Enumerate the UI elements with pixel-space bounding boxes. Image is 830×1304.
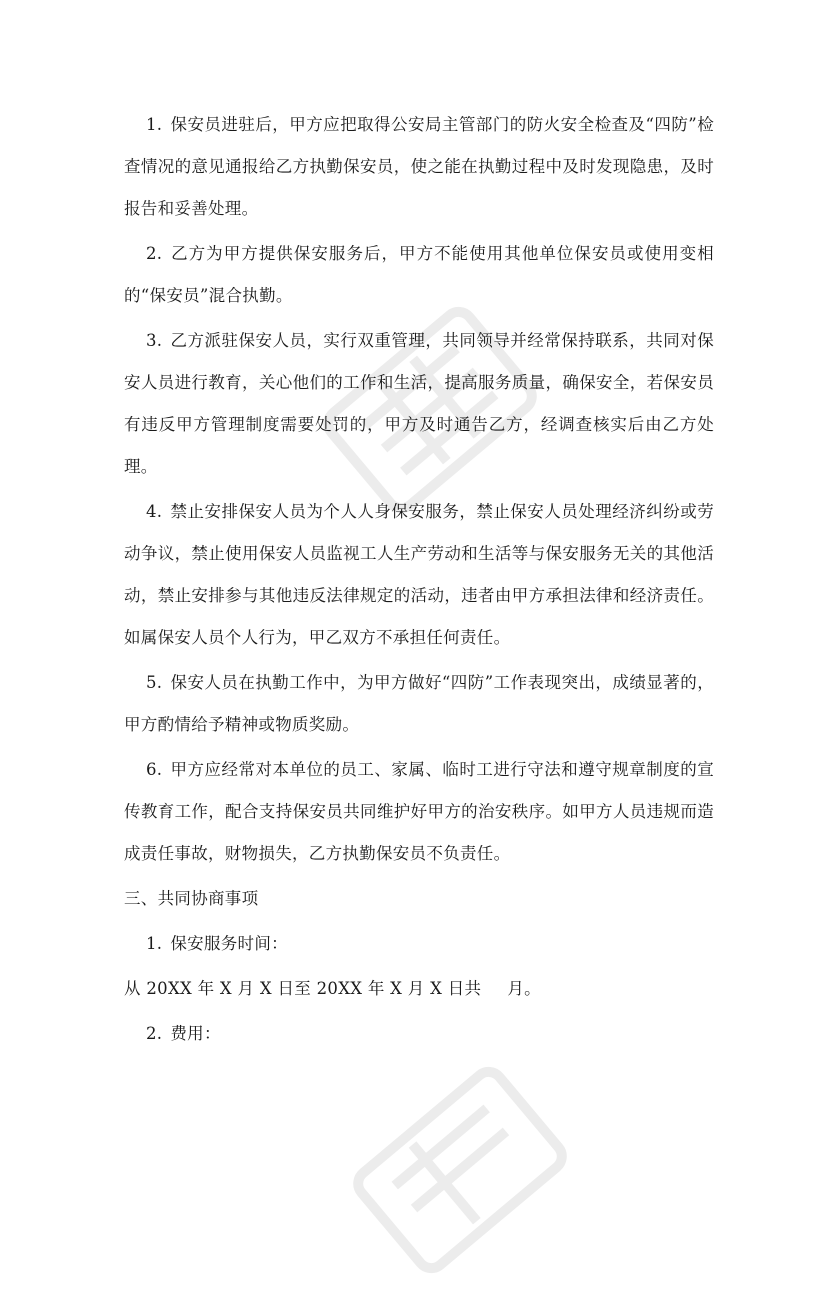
- paragraph-text: 乙方为甲方提供保安服务后，甲方不能使用其他单位保安员或使用变相的“保安员”混合执勤。: [124, 244, 714, 305]
- paragraph-text: 保安人员在执勤工作中，为甲方做好“四防”工作表现突出，成绩显著的，甲方酌情给予精神或物质奖励。: [124, 673, 714, 734]
- paragraph-number: 5.: [146, 673, 163, 692]
- item-number: 1.: [146, 934, 163, 953]
- service-period-prefix: 从 20XX 年 X 月 X 日至 20XX 年 X 月 X 日共: [124, 979, 482, 998]
- paragraph-number: 6.: [146, 760, 163, 779]
- paragraph-text: 甲方应经常对本单位的员工、家属、临时工进行守法和遵守规章制度的宣传教育工作，配合支持保安员共同维护好甲方的治安秩序。如甲方人员违规而造成责任事故，财物损失，乙方执勤保安员不负责任。: [124, 760, 714, 863]
- paragraph-text: 禁止安排保安人员为个人人身保安服务，禁止保安人员处理经济纠纷或劳动争议，禁止使用保安人员监视工人生产劳动和生活等与保安服务无关的其他活动，禁止安排参与其他违反法律规定的活动，违者由甲方承担法律和经济责任。如属保安人员个人行为，甲乙双方不承担任何责任。: [124, 502, 714, 647]
- paragraph-number: 1.: [146, 115, 163, 134]
- paragraph-6: [124, 749, 714, 875]
- item-fee: [124, 1013, 714, 1055]
- stamp-watermark-icon: [330, 1040, 590, 1300]
- paragraph-number: 3.: [146, 331, 163, 350]
- item-text: 费用：: [170, 1024, 221, 1043]
- item-text: 保安服务时间：: [170, 934, 288, 953]
- paragraph-number: 2.: [146, 244, 163, 263]
- service-period: [124, 968, 714, 1010]
- paragraph-text: 保安员进驻后，甲方应把取得公安局主管部门的防火安全检查及“四防”检查情况的意见通报给乙方执勤保安员，使之能在执勤过程中及时发现隐患，及时报告和妥善处理。: [124, 115, 714, 218]
- paragraph-4: [124, 491, 714, 659]
- paragraph-3: [124, 320, 714, 488]
- item-service-time: [124, 923, 714, 965]
- item-number: 2.: [146, 1024, 163, 1043]
- service-period-suffix: 月。: [507, 979, 541, 998]
- document-body: [124, 104, 714, 1058]
- section-heading: 三、共同协商事项: [124, 889, 259, 908]
- paragraph-2: [124, 233, 714, 317]
- paragraph-5: [124, 662, 714, 746]
- paragraph-1: [124, 104, 714, 230]
- paragraph-number: 4.: [146, 502, 163, 521]
- paragraph-text: 乙方派驻保安人员，实行双重管理，共同领导并经常保持联系，共同对保安人员进行教育，关心他们的工作和生活，提高服务质量，确保安全，若保安员有违反甲方管理制度需要处罚的，甲方及时通告乙方，经调查核实后由乙方处理。: [124, 331, 714, 476]
